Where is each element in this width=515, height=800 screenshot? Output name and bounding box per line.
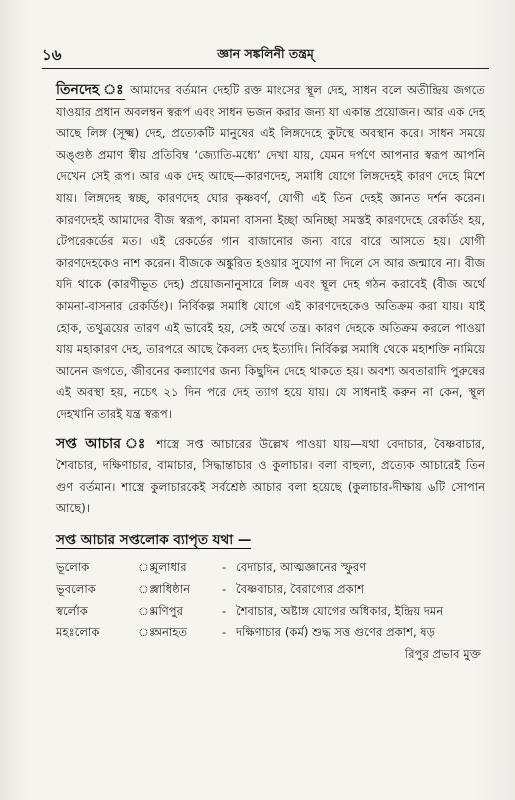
loka-list	[56, 557, 485, 643]
chakra-name: মূলাধার	[152, 560, 187, 575]
section-heading	[56, 530, 485, 552]
running-title: জ্ঞান সঙ্কলিনী তন্ত্রম্	[217, 46, 314, 61]
loka-description: বেদাচার, আত্মজ্ঞানের স্ফুরণ	[236, 560, 367, 575]
page-header	[42, 44, 489, 70]
loka-description: দক্ষিণাচার (কর্ম) শুদ্ধ সত্ত গুণের প্রকাশ, ষড়	[236, 625, 435, 640]
chakra-name: মণিপুর	[152, 603, 184, 618]
loka-name: ভূবলোক	[56, 582, 96, 597]
dash: -	[222, 560, 227, 575]
separator: ঃ	[138, 603, 156, 618]
lead-term-tindeh: তিনদেহ ঃ	[56, 82, 126, 98]
chakra-name: স্বাধিষ্ঠান	[152, 582, 191, 597]
page-body	[56, 80, 485, 665]
paragraph-tindeh	[56, 80, 485, 426]
loka-name: মহঃলোক	[56, 625, 100, 640]
separator: ঃ	[138, 560, 156, 575]
dash: -	[222, 603, 227, 618]
loka-description: শৈবাচার, অষ্টাঙ্গ যোগের অধিকার, ইন্দ্রিয় দমন	[236, 603, 444, 618]
separator: ঃ	[138, 582, 156, 597]
loka-name: ভূলোক	[56, 560, 90, 575]
chakra-name: অনাহত	[152, 625, 188, 640]
lead-term-sapta-achar: সপ্ত আচার ঃ	[56, 435, 150, 452]
paragraph-sapta-achar-text: শাস্ত্রে সপ্ত আচারের উল্লেখ পাওয়া যায়—যথা বেদাচার, বৈষ্ণবাচার, শৈবাচার, দক্ষিণাচার, বামাচার, সিদ্ধান্তাচার ও কুলাচার। বলা বাহুল্য, প্রত্যেক আচারেই তিন গুণ বর্তমান। শাস্ত্রে কুলাচারকেই সর্বশ্রেষ্ঠ আচার বলা হয়েছে (কুলাচার-দীক্ষায় ৬টি সোপান আছে)।	[56, 436, 485, 516]
section-heading-text: সপ্ত আচার সপ্তলোক ব্যাপৃত যথা —	[56, 531, 252, 548]
list-item	[56, 622, 485, 644]
paragraph-sapta-achar	[56, 434, 485, 520]
loka-name: স্বর্লোক	[56, 603, 88, 618]
page-number: ১৬	[42, 46, 62, 64]
list-item	[56, 557, 485, 579]
paragraph-gap	[56, 426, 485, 434]
paragraph-tindeh-text: আমাদের বর্তমান দেহটি রক্ত মাংসের স্থূল দেহ, সাধন বলে অতীন্দ্রিয় জগতে যাওয়ার প্রধান অবলম্বন স্বরূপ এবং সাধন ভজন করার জন্য যা একান্ত প্রয়োজন। আর এক দেহ আছে লিঙ্গ (সূক্ষ্ম) দেহ, প্রত্যেকটি মানুষের এই লিঙ্গদেহে কুটস্থে অবস্থান করে। সাধন সময়ে অঙ্গুষ্ঠ প্রমাণ স্বীয় প্রতিবিম্ব ‘জ্যোতি-মধ্যে’ দেখা যায়, যেমন দর্পণে আপনার স্বরূপ আপনি দেখেন সেই রূপ। আর এক দেহ আছে—কারণদেহ, সমাধি যোগে লিঙ্গদেহই কারণ দেহে মিশে যায়। লিঙ্গদেহ স্বচ্ছ, কারণদেহ ঘোর কৃষ্ণবর্ণ, যোগী এই তিন দেহই জ্ঞানত দর্শন করেন। কারণদেহই আমাদের বীজ স্বরূপ, কামনা বাসনা ইচ্ছা অনিচ্ছা সমস্তই কারণদেহে রেকর্ডিং হয়, টেপরেকর্ডের মত। এই রেকর্ডের গান বাজানোর জন্য বারে বারে আসতে হয়। যোগী কারণদেহকেও নাশ করেন। বীজকে অঙ্কুরিত হওয়ার সুযোগ না দিলে সে আর জন্মাবে না। বীজ যদি থাকে (কারণীভূত দেহ) প্রয়োজনানুসারে লিঙ্গ এবং স্থূল দেহ গঠন করাবেই (বীজ অর্থে কামনা-বাসনার রেকর্ডিং)। নির্বিকল্প সমাধি যোগে এই কারণদেহকেও অতিক্রম করা যায়। যাই হোক, তথুত্রয়ের তারণ এই ভাবেই হয়, সেই অর্থে তন্ত্র। কারণ দেহকে অতিক্রম করলে পাওয়া যায় মহাকারণ দেহ, তারপরে আছে কৈবল্য দেহ ইত্যাদি। নির্বিকল্প সমাধি থেকে মহাশক্তি নামিয়ে আনেন জগতে, জীবনের কল্যাণের জন্য কিছুদিন দেহে থাকতে হয়। অবশ্য অবতারাদি পুরুষের এই অবস্থা হয়, নচেৎ ২১ দিন পরে দেহ ত্যাগ হয়ে যায়। যে সাধনাই করুন না কেন, স্থূল দেহখানি তারই যন্ত্র স্বরূপ।	[56, 83, 485, 421]
separator: ঃ	[138, 625, 156, 640]
loka-description: বৈষ্ণবাচার, বৈরাগ্যের প্রকাশ	[236, 582, 364, 597]
dash: -	[222, 625, 227, 640]
list-item	[56, 579, 485, 601]
loka-continuation: রিপুর প্রভাব মুক্ত	[404, 646, 481, 661]
header-rule	[42, 68, 489, 69]
list-item	[56, 601, 485, 623]
dash: -	[222, 582, 227, 597]
